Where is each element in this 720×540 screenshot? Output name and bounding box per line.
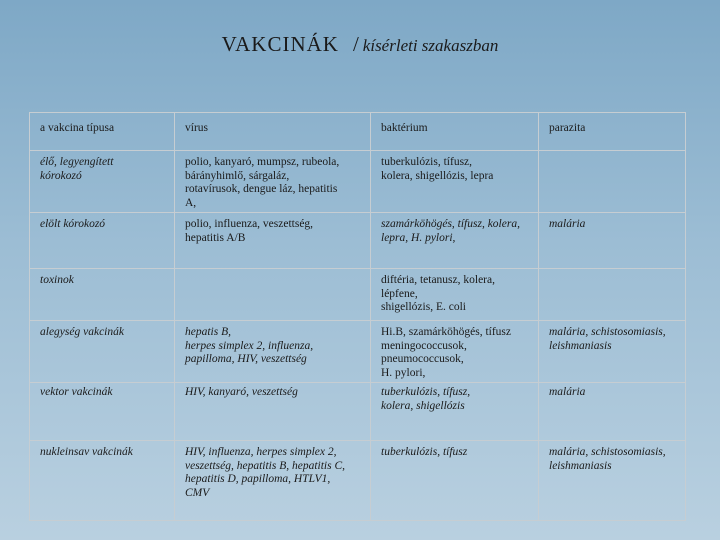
table-cell: polio, influenza, veszettség, hepatitis A/B [175,213,371,269]
table-cell: tuberkulózis, tífusz [371,441,539,521]
header-cell-bacterium: baktérium [371,113,539,151]
table-row [30,151,686,213]
table-header-row [30,113,686,151]
table-cell: malária, schistosomiasis, leishmaniasis [539,321,686,383]
table-cell: nukleinsav vakcinák [30,441,175,521]
table-row [30,269,686,321]
table-cell: HIV, influenza, herpes simplex 2, veszettség, hepatitis B, hepatitis C, hepatitis D, papilloma, HTLV1, CMV [175,441,371,521]
header-cell-parasite: parazita [539,113,686,151]
table-cell: élő, legyengített kórokozó [30,151,175,213]
table-row [30,213,686,269]
table-cell: elölt kórokozó [30,213,175,269]
vaccine-table [29,112,686,521]
table-cell: polio, kanyaró, mumpsz, rubeola, bárányhimlő, sárgaláz, rotavírusok, dengue láz, hepatitis A, [175,151,371,213]
table-cell: malária [539,213,686,269]
table-cell: toxinok [30,269,175,321]
table-cell: Hi.B, szamárköhögés, tífusz meningococcusok, pneumococcusok, H. pylori, [371,321,539,383]
table-cell: malária, schistosomiasis, leishmaniasis [539,441,686,521]
table-cell: szamárköhögés, tífusz, kolera, lepra, H. pylori, [371,213,539,269]
table-cell: HIV, kanyaró, veszettség [175,383,371,441]
table-cell: diftéria, tetanusz, kolera, lépfene, shigellózis, E. coli [371,269,539,321]
table-cell [539,269,686,321]
table-cell: hepatis B, herpes simplex 2, influenza, papilloma, HIV, veszettség [175,321,371,383]
table-cell: tuberkulózis, tífusz, kolera, shigellózis, lepra [371,151,539,213]
table-cell [175,269,371,321]
table-row [30,441,686,521]
table-cell: tuberkulózis, tífusz, kolera, shigellózis [371,383,539,441]
table-cell: vektor vakcinák [30,383,175,441]
table-cell: malária [539,383,686,441]
table-row [30,321,686,383]
table-cell [539,151,686,213]
page-title [0,32,720,57]
header-cell-type: a vakcina típusa [30,113,175,151]
title-subtitle: kísérleti szakaszban [362,36,499,55]
table-cell: alegység vakcinák [30,321,175,383]
header-cell-virus: vírus [175,113,371,151]
title-main: VAKCINÁK [221,32,339,56]
table-row [30,383,686,441]
title-separator: / [352,32,359,56]
